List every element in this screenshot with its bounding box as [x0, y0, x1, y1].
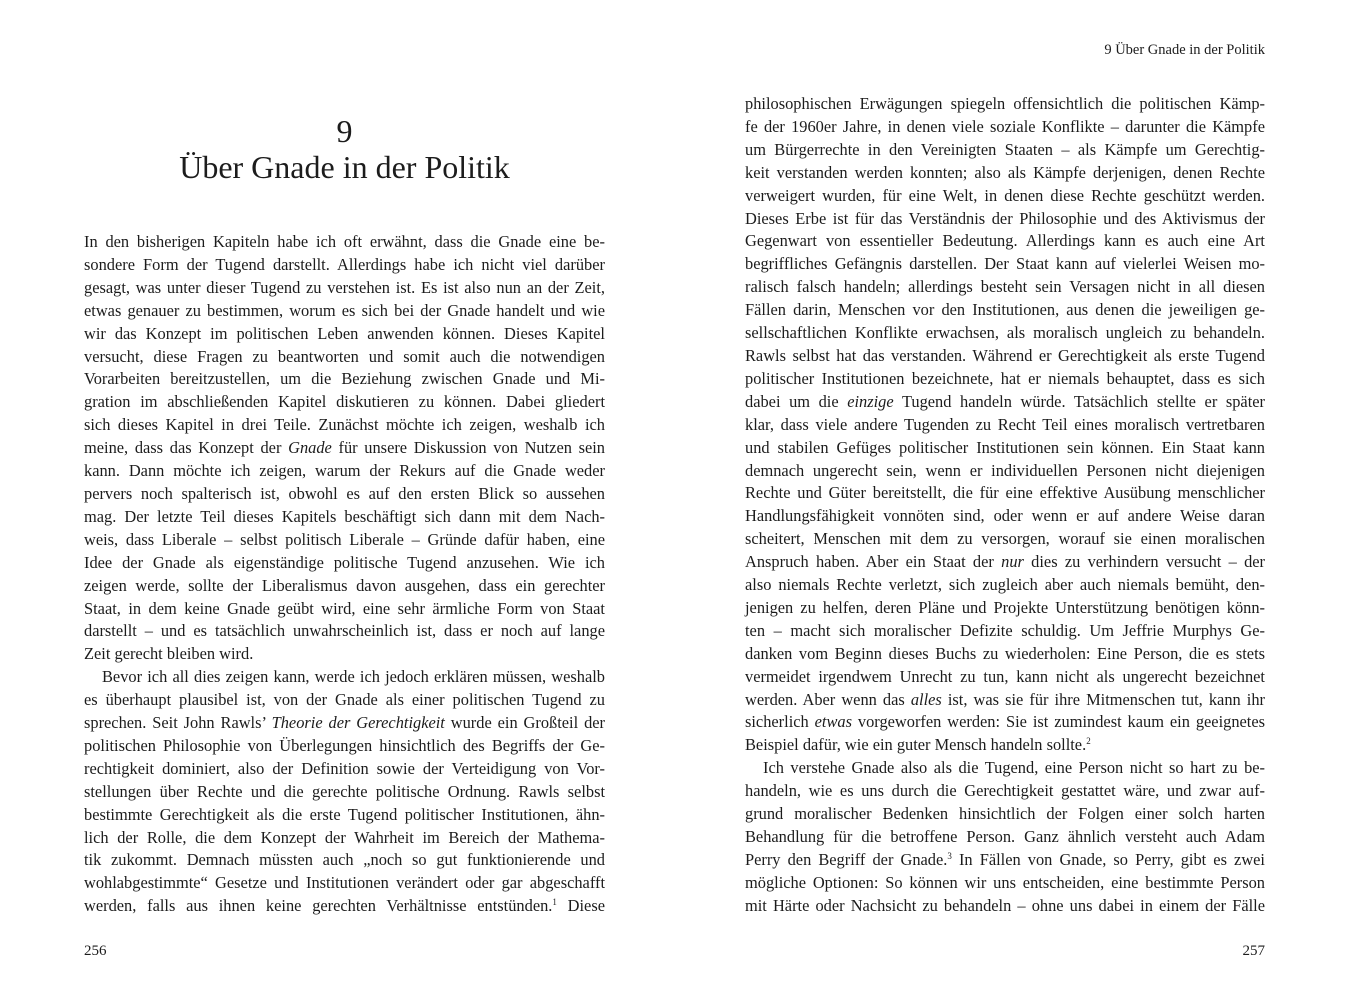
text-line: jenigen zu helfen, deren Pläne und Projekte Unterstützung benötigen könn- — [745, 597, 1265, 617]
text-line: mag. Der letzte Teil dieses Kapitels beschäftigt sich dann mit dem Nach- — [84, 506, 605, 526]
text-line: um Bürgerrechte in den Vereinigten Staaten – als Kämpfe um Gerechtig- — [745, 139, 1265, 159]
text-segment: ist, was sie für ihre Mitmenschen tut, kann ihr — [941, 689, 1265, 709]
italic-book-title: Theorie der Gerechtigkeit — [271, 713, 445, 733]
text-line: und stabilen Gefüges politischer Institutionen sein können. Ein Staat kann — [745, 437, 1265, 457]
text-line: vermeidet irgendwem Unrecht zu tun, kann nicht als ungerecht bezeichnet — [745, 666, 1265, 686]
text-line: versucht, diese Fragen zu beantworten und somit auch die notwendigen — [84, 346, 605, 366]
footnote-marker[interactable]: 2 — [1086, 736, 1091, 747]
text-line: darstellt – und es tatsächlich unwahrscheinlich ist, dass er noch auf lange — [84, 621, 605, 641]
text-line: Gegenwart von essentieller Bedeutung. Allerdings kann es auch eine Art — [745, 231, 1265, 251]
text-segment: Diese — [556, 896, 605, 916]
text-line — [745, 711, 1265, 734]
text-segment: sprechen. Seit John Rawls’ — [84, 713, 272, 733]
text-segment: Anspruch haben. Aber ein Staat der — [745, 552, 1002, 572]
text-line: sellschaftlichen Konflikte erwachsen, als moralisch ungleich zu behandeln. — [745, 323, 1265, 343]
text-line: danken vom Beginn dieses Buchs zu wiederholen: Eine Person, die es stets — [745, 643, 1265, 663]
text-line: sich dieses Kapitel in drei Teile. Zunächst möchte ich zeigen, weshalb ich — [84, 415, 605, 435]
paragraph — [84, 666, 605, 918]
italic-term: nur — [1001, 552, 1024, 572]
text-line — [745, 689, 1265, 712]
footnote-marker[interactable]: 3 — [947, 850, 952, 861]
chapter-number: 9 — [336, 113, 353, 149]
text-line: mögliche Optionen: So können wir uns entscheiden, eine bestimmte Person — [745, 872, 1265, 892]
text-line: lich der Rolle, die dem Konzept der Wahrheit im Bereich der Mathema- — [84, 827, 605, 847]
text-line: politischer Institutionen bezeichnete, hat er niemals behauptet, dass es sich — [745, 368, 1265, 388]
text-line — [745, 849, 1265, 872]
text-line: bestimmte Gerechtigkeit als die erste Tugend politischer Institutionen, ähn- — [84, 804, 605, 824]
text-line: Bevor ich all dies zeigen kann, werde ich jedoch erklären müssen, weshalb — [102, 667, 605, 687]
text-line: Idee der Gnade als eigenständige politische Tugend anzusehen. Wie ich — [84, 552, 605, 572]
chapter-title: Über Gnade in der Politik — [179, 149, 510, 185]
text-line: sondere Form der Tugend darstellt. Allerdings habe ich nicht viel darüber — [84, 254, 605, 274]
text-line: gesagt, was unter dieser Tugend zu verstehen ist. Es ist also nun an der Zeit, — [84, 277, 605, 297]
page-number: 257 — [1242, 943, 1265, 959]
text-line — [84, 437, 605, 460]
text-line: tik zukommt. Demnach müssten auch „noch so gut funktionierende und — [84, 850, 605, 870]
text-line: klar, dass viele andere Tugenden zu Recht Teil eines moralisch vertretbaren — [745, 414, 1265, 434]
text-line: Ich verstehe Gnade also als die Tugend, eine Person nicht so hart zu be- — [763, 758, 1265, 778]
text-segment: Beispiel dafür, wie ein guter Mensch handeln sollte. — [745, 735, 1087, 755]
text-line: rechtigkeit dominiert, also der Definition sowie der Verteidigung von Vor- — [84, 758, 605, 778]
text-segment: vorgeworfen werden: Sie ist zumindest kaum ein geeignetes — [851, 712, 1265, 732]
text-line: also niemals Rechte verletzt, sich zugleich aber auch niemals bemüht, den- — [745, 575, 1265, 595]
text-line: wohlabgestimmte“ Gesetze und Institutionen verändert oder gar abgeschafft — [84, 873, 605, 893]
right-page — [675, 0, 1349, 1000]
running-head: 9 Über Gnade in der Politik — [1104, 42, 1265, 58]
text-segment: werden. Aber wenn das — [745, 689, 911, 709]
text-line: wir das Konzept im politischen Leben anwenden können. Dieses Kapitel — [84, 323, 605, 343]
text-segment: dabei um die — [745, 391, 848, 411]
text-line: weis, dass Liberale – selbst politisch Liberale – Gründe dafür haben, eine — [84, 529, 605, 549]
page-number: 256 — [84, 943, 107, 959]
paragraph — [84, 231, 605, 666]
text-segment: für unsere Diskussion von Nutzen sein — [331, 438, 605, 458]
italic-term: etwas — [814, 712, 852, 732]
text-line: Zeit gerecht bleiben wird. — [84, 644, 254, 664]
text-line: keit verstanden werden konnten; also als Kämpfe derjenigen, denen Rechte — [745, 162, 1265, 182]
right-body-text — [745, 93, 1265, 918]
text-line: Staat, in dem keine Gnade geübt wird, eine sehr ärmliche Form von Staat — [84, 598, 605, 618]
text-segment: In Fällen von Gnade, so Perry, gibt es zwei — [951, 849, 1265, 869]
text-segment: sicherlich — [745, 712, 815, 732]
text-line: mit Härte oder Nachsicht zu behandeln – ohne uns dabei in einem der Fälle — [745, 895, 1265, 915]
text-line: Fällen darin, Menschen vor den Institutionen, aus denen die jeweiligen ge- — [745, 300, 1265, 320]
paragraph — [745, 757, 1265, 917]
text-line — [84, 712, 605, 735]
text-line: philosophischen Erwägungen spiegeln offensichtlich die politischen Kämp- — [745, 94, 1265, 113]
text-line: zeigen werde, sollte der Liberalismus davon ausgehen, dass ein gerechter — [84, 575, 605, 595]
left-body-text — [84, 231, 605, 918]
text-line: In den bisherigen Kapiteln habe ich oft erwähnt, dass die Gnade eine be- — [84, 232, 605, 251]
text-line: verweigert wurden, für eine Welt, in denen diese Rechte geschützt werden. — [745, 185, 1265, 205]
footnote-marker[interactable]: 1 — [552, 897, 557, 908]
text-line: Rechte und Güter bereitstellt, die für eine effektive Ausübung menschlicher — [745, 483, 1265, 503]
text-line — [84, 895, 605, 918]
italic-term: einzige — [847, 391, 894, 411]
text-line: scheitert, Menschen mit dem zu versorgen, worauf sie einen moralischen — [745, 529, 1265, 549]
text-segment: werden, falls aus ihnen keine gerechten Verhältnisse entstünden. — [84, 896, 553, 916]
text-line: Behandlung für die betroffene Person. Ganz ähnlich versteht auch Adam — [745, 827, 1265, 846]
text-segment: Tugend handeln würde. Tatsächlich stellte er später — [893, 391, 1265, 411]
text-line — [745, 734, 1265, 757]
text-line: pervers noch spalterisch ist, obwohl es auf den ersten Blick so aussehen — [84, 483, 605, 503]
text-line: etwas genauer zu bestimmen, worum es sich bei der Gnade handelt und wie — [84, 300, 605, 320]
italic-term: alles — [910, 689, 942, 709]
text-line: Handlungsfähigkeit vonnöten sind, oder wenn er auf andere Weise daran — [745, 506, 1265, 526]
text-line: Vorarbeiten bereitzustellen, um die Beziehung zwischen Gnade und Mi- — [84, 369, 605, 389]
text-line: gration im abschließenden Kapitel diskutieren zu können. Dabei gliedert — [84, 392, 605, 412]
text-segment: meine, dass das Konzept der — [84, 438, 289, 458]
text-line: Dieses Erbe ist für das Verständnis der Philosophie und des Aktivismus der — [745, 208, 1265, 228]
italic-term: Gnade — [288, 438, 332, 458]
text-line — [745, 551, 1265, 574]
text-line: es überhaupt plausibel ist, von der Gnade als einer politischen Tugend zu — [84, 690, 605, 710]
text-line: demnach ungerecht sein, wenn er individuellen Personen nicht diejenigen — [745, 460, 1265, 480]
text-line — [745, 391, 1265, 414]
text-line: ralisch falsch handeln; allerdings besteht sein Versagen nicht in all diesen — [745, 277, 1265, 297]
text-line: Rawls selbst hat das verstanden. Während er Gerechtigkeit als erste Tugend — [745, 345, 1265, 365]
text-line: politischen Philosophie von Überlegungen hinsichtlich des Begriffs der Ge- — [84, 735, 605, 755]
text-line: fe der 1960er Jahre, in denen viele soziale Konflikte – darunter die Kämpfe — [745, 116, 1265, 136]
text-line: stellungen über Rechte und die gerechte politische Ordnung. Rawls selbst — [84, 781, 605, 801]
text-segment: dies zu verhindern versucht – der — [1023, 552, 1265, 572]
text-line: grund moralischer Bedenken hinsichtlich der Folgen einer solch harten — [745, 804, 1265, 824]
text-segment: Perry den Begriff der Gnade. — [745, 849, 948, 869]
text-line: kann. Dann möchte ich zeigen, warum der Rekurs auf die Gnade weder — [84, 461, 605, 481]
text-line: ten – macht sich moralischer Defizite schuldig. Um Jeffrie Murphys Ge- — [745, 620, 1265, 640]
text-line: handeln, wie es uns durch die Gerechtigkeit gestattet wäre, und zwar auf- — [745, 781, 1265, 801]
text-segment: wurde ein Großteil der — [444, 713, 605, 733]
text-line: begriffliches Gefängnis darstellen. Der Staat kann auf vielerlei Weisen mo- — [745, 254, 1265, 274]
paragraph — [745, 93, 1265, 757]
